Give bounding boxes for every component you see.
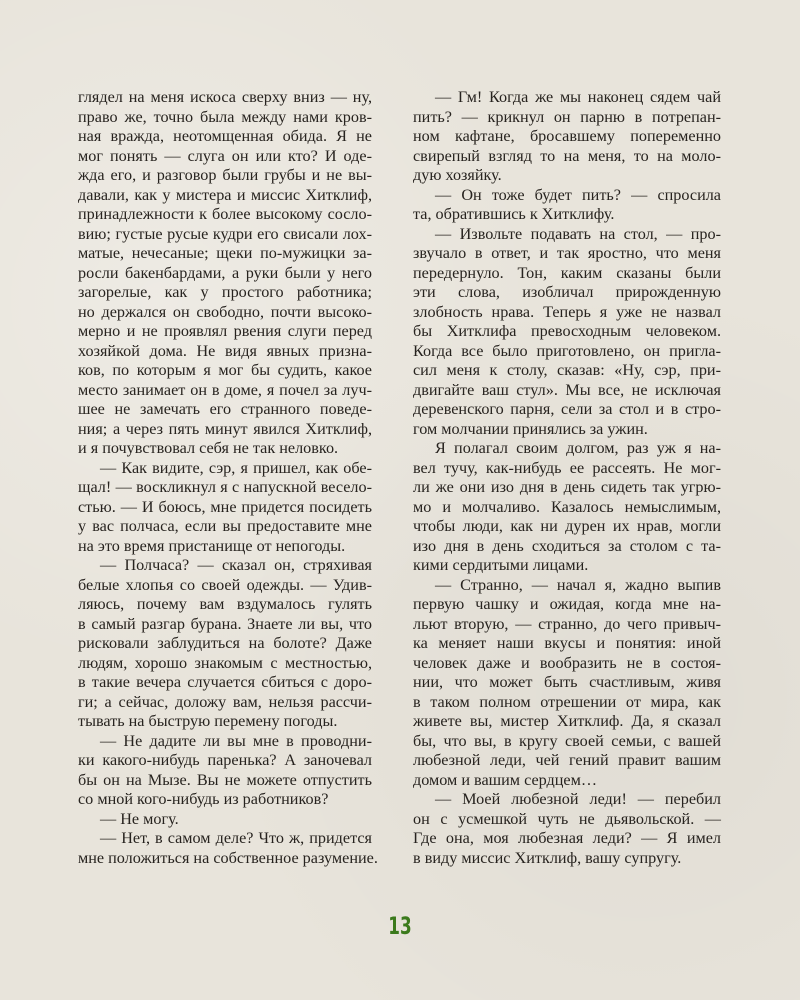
left-column [78, 88, 378, 868]
text-line: чтобы люди, как ни дурен их нрав, могли [413, 517, 721, 535]
text-line: передернуло. Тон, каким сказаны были [413, 263, 721, 282]
text-line: бы, что вы, в кругу своей семьи, с вашей [413, 731, 721, 750]
text-line: домом и вашим сердцем… [413, 770, 598, 789]
text-line: бы Хитклифа превосходным человеком. [413, 322, 721, 340]
text-line: давали, как у мистера и миссис Хитклиф, [78, 185, 372, 204]
text-line: ная вражда, неотомщенная обида. Я не [78, 127, 372, 145]
page-number: 13 [388, 912, 412, 940]
text-line: свирепый взгляд то на меня, то на моло- [413, 146, 721, 165]
text-line: ка меняет наши вкусы и понятия: иной [413, 634, 721, 652]
text-line: загорелые, как у простого работника; [78, 283, 372, 301]
text-line: мо и молчаливо. Казалось немыслимым, [413, 497, 721, 516]
text-line: ном кафтане, бросавшему попеременно [413, 127, 721, 145]
text-line: росли бакенбардами, а руки были у него [78, 263, 372, 282]
text-line: со мной кого-нибудь из работников? [78, 790, 329, 808]
text-line: в таком полном отрешении от мира, как [413, 692, 721, 711]
text-line: ги; а сейчас, доложу вам, нельзя рассчи- [78, 692, 372, 711]
text-line: хозяйкой дома. Не видя явных призна- [78, 341, 372, 360]
text-line: ляюсь, почему вам вздумалось гулять [78, 595, 372, 613]
text-line: — Странно, — начал я, жадно выпив [435, 575, 721, 594]
text-line: — Извольте подавать на стол, — про- [435, 224, 721, 243]
paragraph [78, 88, 372, 459]
text-line: ния; а через пять минут явился Хитклиф, [78, 419, 372, 438]
right-column [413, 88, 721, 868]
text-line: звучало в ответ, и так яростно, что меня [413, 244, 721, 262]
text-line: Где она, моя любезная леди? — Я имел [413, 829, 721, 847]
text-line: пить? — крикнул он парню в потрепан- [413, 107, 721, 126]
text-line: вию; густые русые кудри его свисали лох- [78, 224, 372, 243]
paragraph [413, 576, 721, 791]
text-line: ки какого-нибудь паренька? А заночевал [78, 751, 372, 769]
text-line: Я полагал своим долгом, раз уж я на- [435, 439, 721, 457]
text-line: гом молчании принялись за ужин. [413, 419, 648, 438]
text-line: и я почувствовал себя не так неловко. [78, 439, 339, 457]
text-line: — Моей любезной леди! — перебил [435, 790, 721, 808]
text-line: эти слова, изобличал прирожденную [413, 283, 721, 301]
paragraph [413, 88, 721, 186]
text-line: двигайте ваш стул». Мы все, не исключая [413, 380, 721, 399]
text-line: жда его, и разговор были грубы и не вы- [78, 166, 372, 184]
paragraph [413, 186, 721, 225]
text-line: — Гм! Когда же мы наконец сядем чай [435, 88, 721, 106]
paragraph [78, 810, 372, 830]
paragraph [413, 439, 721, 576]
text-line: та, обратившись к Хитклифу. [413, 205, 615, 223]
text-line: ков, по которым я мог бы судить, какое [78, 361, 372, 379]
paragraph [78, 732, 372, 810]
paragraph [413, 225, 721, 440]
text-line: право же, точно была между нами кров- [78, 107, 372, 126]
text-line: белые хлопья со своей одежды. — Удив- [78, 575, 372, 594]
text-line: льют вторую, — странно, до чего привыч- [413, 614, 721, 633]
text-line: шее не замечать его странного поведе- [78, 400, 372, 418]
text-line: Когда все было приготовлено, он пригла- [413, 341, 721, 360]
paragraph [78, 459, 372, 557]
text-line: — Не могу. [100, 809, 179, 828]
text-line: в такие вечера случается сбиться с доро- [78, 673, 372, 691]
paragraph [413, 790, 721, 868]
text-line: тывать на быструю перемену погоды. [78, 712, 338, 730]
text-line: в самый разгар бурана. Знаете ли вы, что [78, 614, 372, 633]
text-line: на это время пристанище от непогоды. [78, 536, 346, 555]
text-line: человек даже и вообразить не в состоя- [413, 653, 721, 672]
text-line: — Он тоже будет пить? — спросила [435, 185, 721, 204]
text-line: мне положиться на собственное разумение. [78, 848, 378, 867]
text-line: он с усмешкой чуть не дьявольской. — [413, 809, 721, 828]
text-line: первую чашку и ожидая, когда мне на- [413, 595, 721, 613]
text-line: рисковали заблудиться на болоте? Даже [78, 634, 372, 652]
text-line: принадлежности к более высокому сосло- [78, 205, 372, 223]
text-line: место занимает он в доме, я почел за луч- [78, 380, 372, 399]
text-line: живете вы, мистер Хитклиф. Да, я сказал [413, 712, 721, 730]
text-line: у вас полчаса, если вы предоставите мне [78, 517, 372, 535]
text-line: мог понять — слуга он или кто? И оде- [78, 146, 372, 165]
text-line: людям, хорошо знакомым с местностью, [78, 653, 372, 672]
text-line: щал! — воскликнул я с напускной весело- [78, 478, 372, 496]
text-line: любезной леди, чей гений правит вашим [413, 751, 721, 769]
text-line: глядел на меня искоса сверху вниз — ну, [78, 88, 372, 106]
text-line: кими сердитыми лицами. [413, 556, 589, 574]
text-line: дую хозяйку. [413, 166, 502, 184]
paragraph [78, 829, 378, 868]
text-line: — Нет, в самом деле? Что ж, придется [100, 829, 372, 847]
text-line: но держался он свободно, почти высоко- [78, 302, 372, 321]
paragraph [78, 556, 372, 732]
text-line: сил меня к столу, сказав: «Ну, сэр, при- [413, 361, 721, 379]
text-line: мерно и не проявлял рвения слуги перед [78, 322, 372, 340]
text-line: — Как видите, сэр, я пришел, как обе- [100, 458, 372, 477]
text-line: матые, нечесаные; щеки по-мужицки за- [78, 244, 372, 262]
text-line: вел тучу, как-нибудь ее рассеять. Не мог- [413, 458, 721, 477]
text-line: — Полчаса? — сказал он, стряхивая [100, 556, 372, 574]
text-line: бы он на Мызе. Вы не можете отпустить [78, 770, 372, 789]
text-line: деревенского парня, сели за стол и в стро- [413, 400, 721, 418]
text-line: ли же они изо дня в день сидеть так угрю- [413, 478, 721, 496]
text-line: изо дня в день сходиться за столом с та- [413, 536, 721, 555]
text-line: злобность нрава. Теперь я уже не назвал [413, 302, 721, 321]
text-line: стью. — И боюсь, мне придется посидеть [78, 497, 372, 516]
text-line: — Не дадите ли вы мне в проводни- [100, 731, 372, 750]
text-line: нии, что может быть счастливым, живя [413, 673, 721, 691]
text-line: в виду миссис Хитклиф, вашу супругу. [413, 848, 682, 867]
